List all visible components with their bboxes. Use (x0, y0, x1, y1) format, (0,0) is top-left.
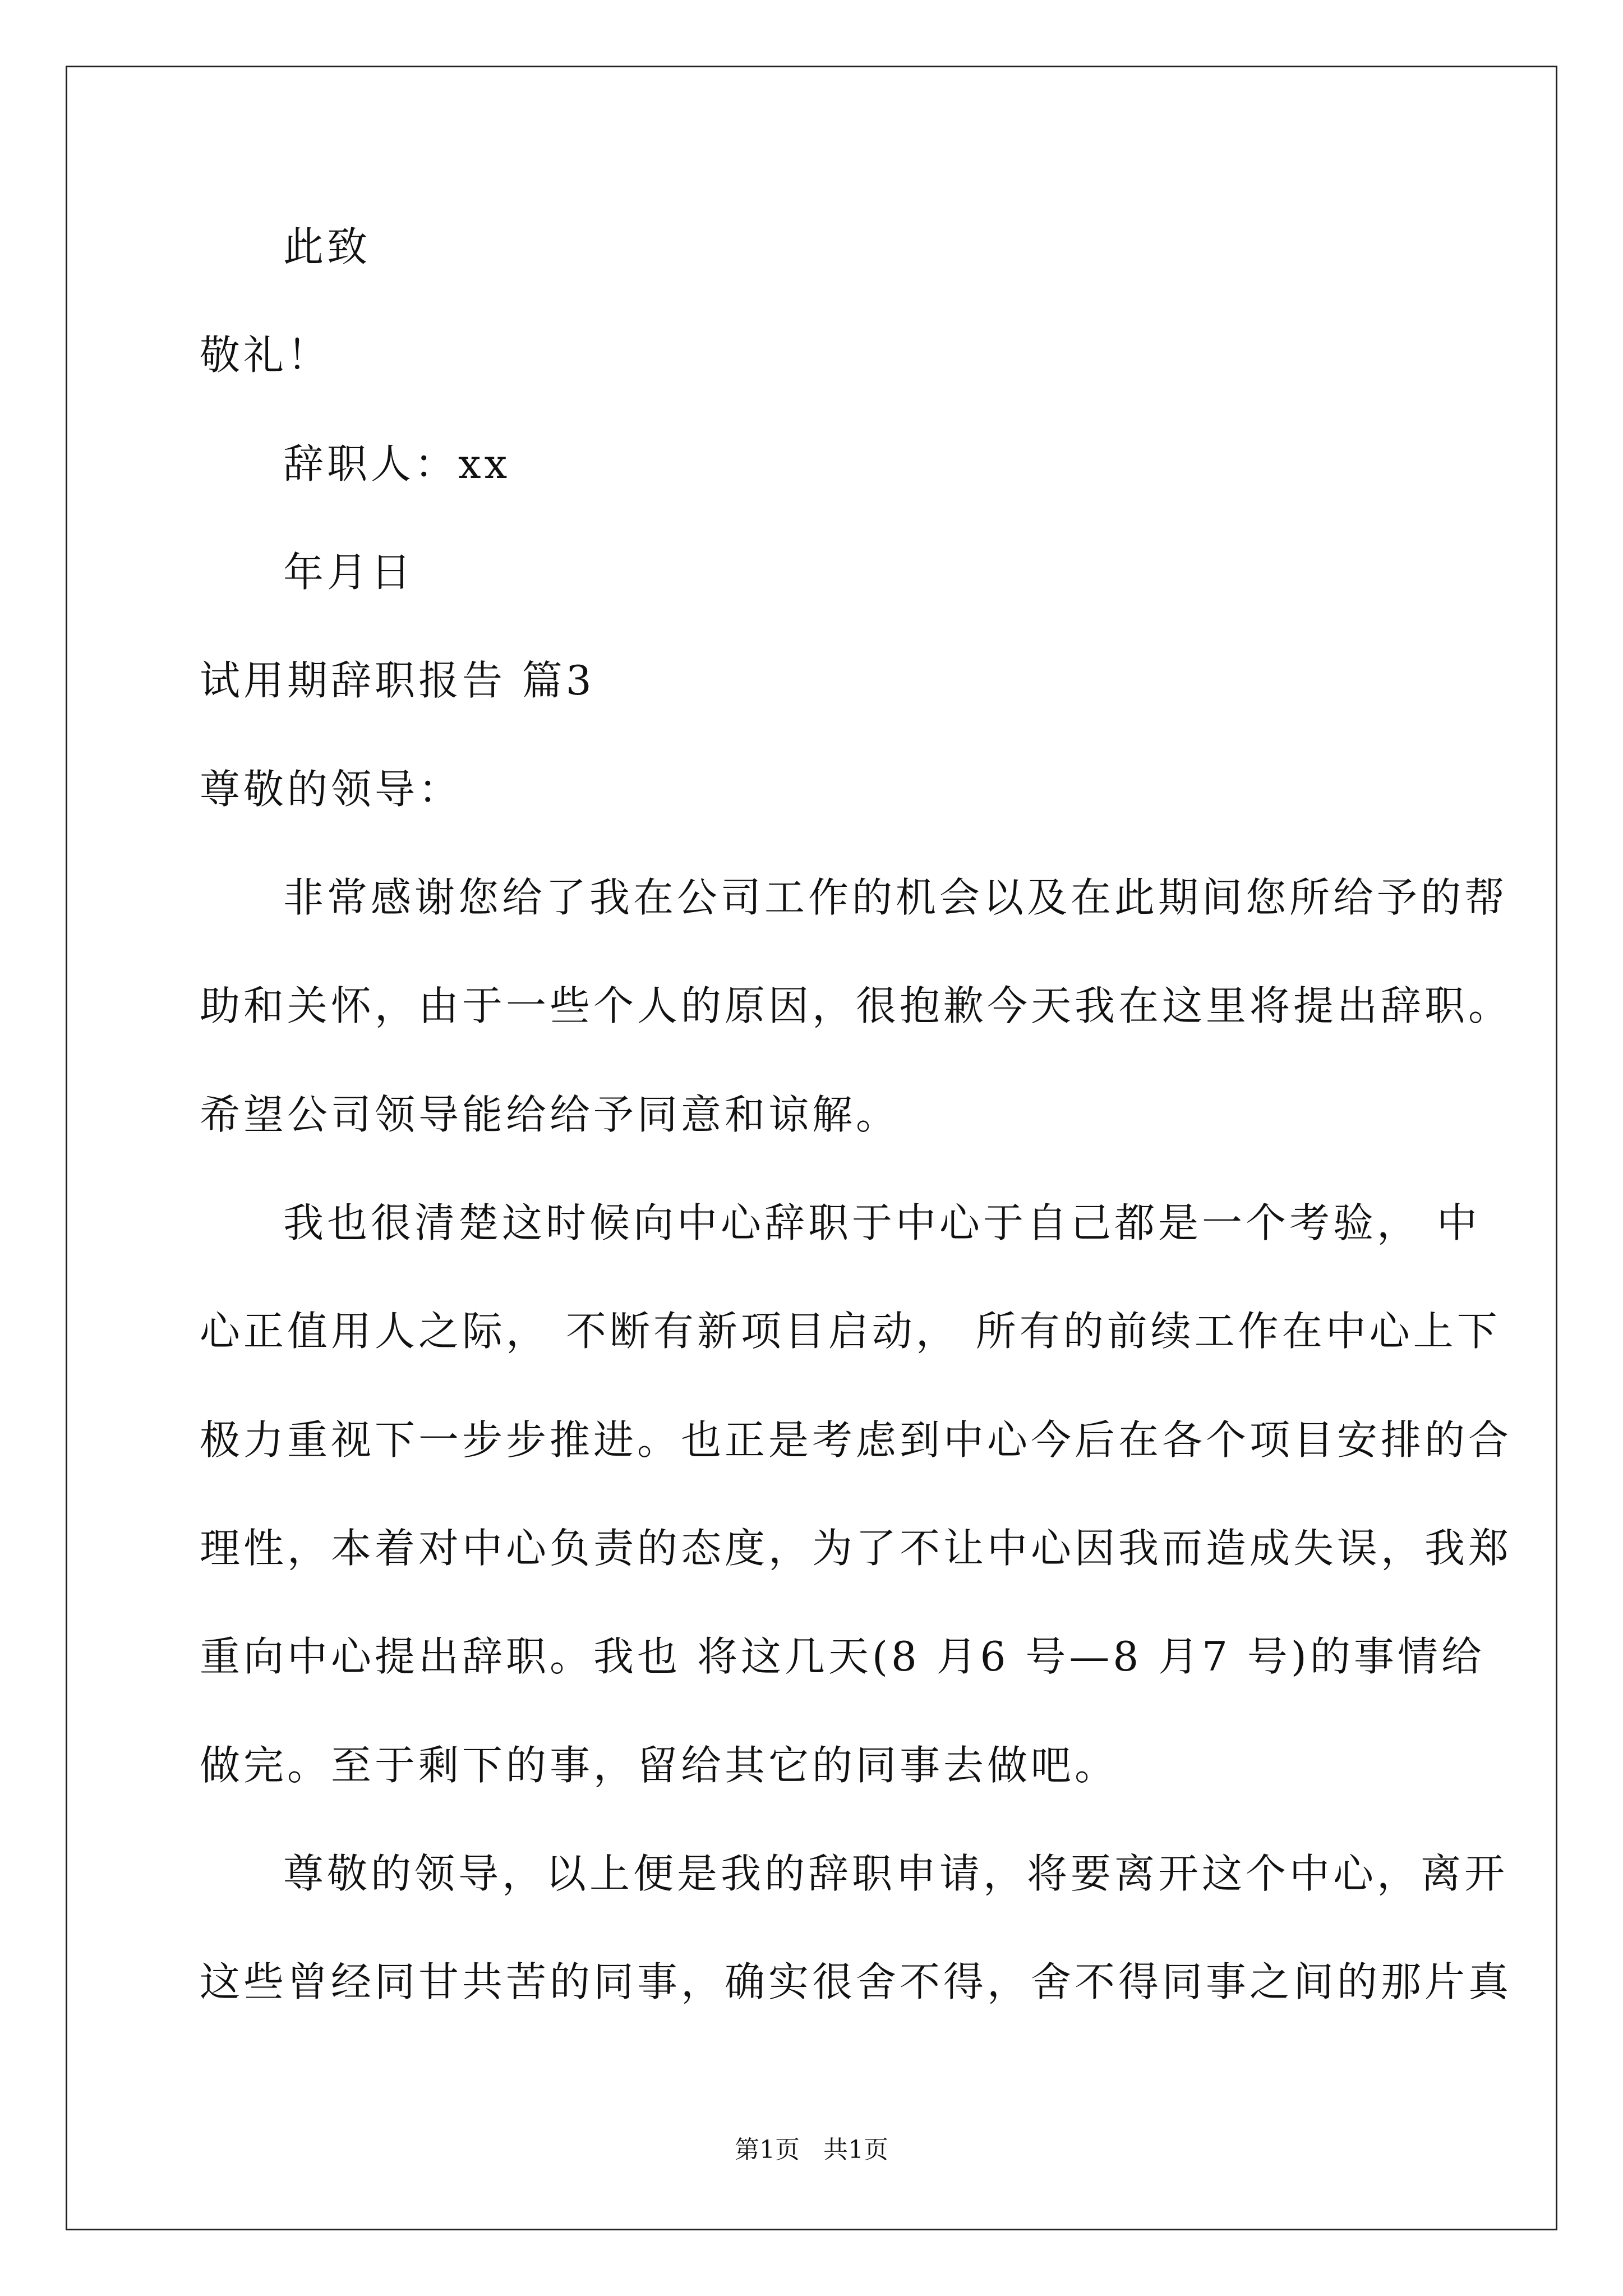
paragraph-2-line-1: 我也很清楚这时候向中心辞职于中心于自己都是一个考验， 中 (283, 1199, 1481, 1246)
page-border (66, 66, 1557, 2230)
paragraph-1-line-3: 希望公司领导能给给予同意和谅解。 (200, 1091, 900, 1138)
paragraph-2-line-2: 心正值用人之际， 不断有新项目启动， 所有的前续工作在中心上下 (200, 1308, 1501, 1355)
paragraph-3-line-1: 尊敬的领导，以上便是我的辞职申请，将要离开这个中心，离开 (283, 1850, 1509, 1897)
closing-cizhi: 此致 (283, 223, 371, 270)
paragraph-2-line-6: 做完。至于剩下的事，留给其它的同事去做吧。 (200, 1742, 1119, 1789)
closing-jingli: 敬礼！ (200, 332, 331, 379)
paragraph-2-line-4: 理性，本着对中心负责的态度，为了不让中心因我而造成失误，我郑 (200, 1525, 1513, 1572)
paragraph-1-line-2: 助和关怀，由于一些个人的原因，很抱歉今天我在这里将提出辞职。 (200, 982, 1513, 1029)
signer-line: 辞职人：xx (283, 440, 511, 487)
salutation: 尊敬的领导： (200, 766, 463, 813)
page-footer: 第1页 共1页 (735, 2136, 888, 2164)
paragraph-1-line-1: 非常感谢您给了我在公司工作的机会以及在此期间您所给予的帮 (283, 874, 1509, 921)
section-heading: 试用期辞职报告 篇3 (200, 657, 595, 704)
date-line: 年月日 (283, 549, 415, 596)
paragraph-2-line-5: 重向中心提出辞职。我也 将这几天(8 月6 号—8 月7 号)的事情给 (200, 1633, 1485, 1680)
paragraph-3-line-2: 这些曾经同甘共苦的同事，确实很舍不得，舍不得同事之间的那片真 (200, 1958, 1513, 2005)
paragraph-2-line-3: 极力重视下一步步推进。也正是考虑到中心今后在各个项目安排的合 (200, 1416, 1513, 1464)
